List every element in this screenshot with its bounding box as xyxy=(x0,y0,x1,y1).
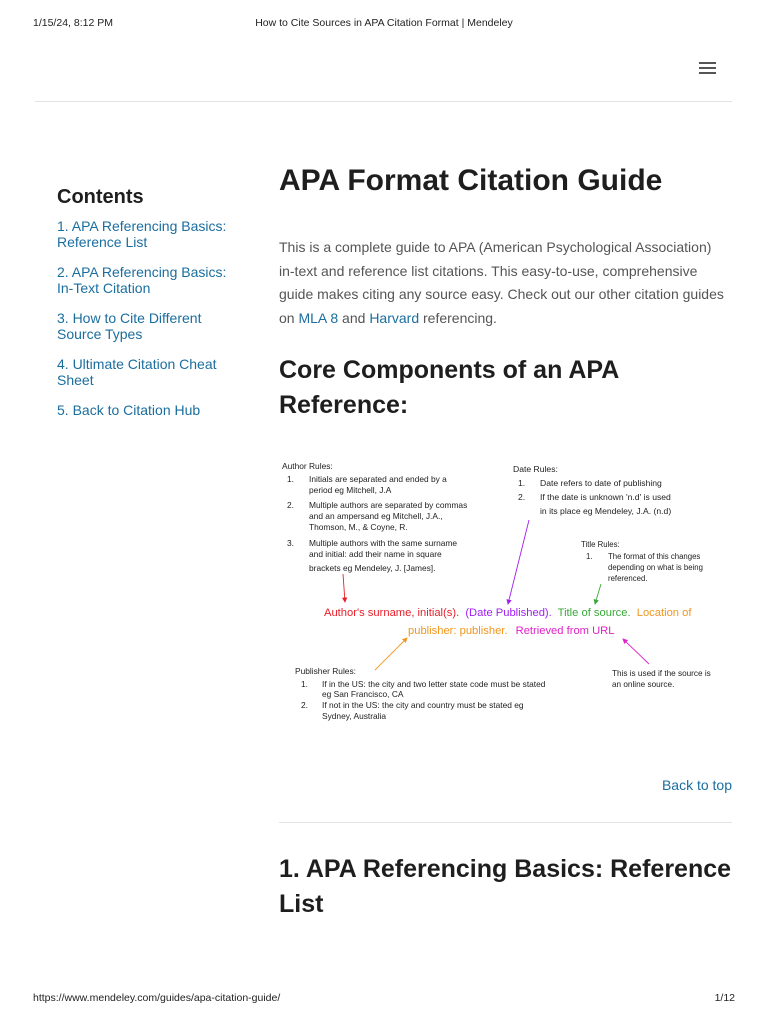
menu-icon[interactable] xyxy=(699,62,716,75)
ref-title: Title of source. xyxy=(557,607,631,619)
toc-link-cheat-sheet[interactable]: 4. Ultimate Citation Cheat Sheet xyxy=(57,356,217,388)
date-rule-line: Date refers to date of publishing xyxy=(540,478,662,488)
toc-link-reference-list[interactable]: 1. APA Referencing Basics: Reference List xyxy=(57,218,227,250)
mla-link[interactable]: MLA 8 xyxy=(298,309,339,326)
title-rules-title: Title Rules: xyxy=(581,540,620,549)
author-rule-line: Multiple authors with the same surname xyxy=(309,538,458,548)
date-rules xyxy=(513,464,671,516)
date-rule-number: 1. xyxy=(518,478,526,488)
section-divider xyxy=(279,822,732,823)
intro-and-text: and xyxy=(338,309,370,326)
toc-link-source-types[interactable]: 3. How to Cite Different Source Types xyxy=(57,310,202,342)
ref-url: Retrieved from URL xyxy=(515,625,615,637)
back-to-top-link[interactable]: Back to top xyxy=(661,777,732,793)
intro-paragraph xyxy=(279,236,729,330)
author-rule-line: and an ampersand eg Mitchell, J.A., xyxy=(309,511,443,521)
publisher-rule-number: 1. xyxy=(301,679,308,689)
intro-text: This is a complete guide to APA (American Psychological Association) in-text and reference list citations. This easy-to-use, comprehensive guide makes citing any source easy. Check out our other citation guides on xyxy=(279,239,724,326)
title-arrow xyxy=(595,584,601,604)
author-rule-number: 2. xyxy=(287,500,294,510)
title-rules xyxy=(581,540,703,583)
author-rule-line: Thomson, M., & Coyne, R. xyxy=(309,522,408,532)
author-rules-title: Author Rules: xyxy=(282,461,333,471)
ref-author: Author's surname, initial(s). xyxy=(324,607,460,619)
url-note xyxy=(612,669,711,689)
publisher-rule-line: eg San Francisco, CA xyxy=(322,689,404,699)
title-rule-number: 1. xyxy=(586,552,593,561)
print-page-number: 1/12 xyxy=(714,992,735,1004)
harvard-link[interactable]: Harvard xyxy=(369,309,420,326)
toc-heading: Contents xyxy=(57,186,144,208)
header-divider xyxy=(35,101,732,102)
url-note-line: This is used if the source is xyxy=(612,669,711,678)
ref-date: (Date Published). xyxy=(465,607,552,619)
publisher-rules-title: Publisher Rules: xyxy=(295,666,356,676)
author-arrow xyxy=(343,574,345,602)
apa-reference-diagram xyxy=(279,452,732,732)
publisher-rule-line: If not in the US: the city and country must be stated eg xyxy=(322,700,524,710)
url-arrow xyxy=(623,639,649,664)
print-doc-title: How to Cite Sources in APA Citation Format | Mendeley xyxy=(255,17,513,29)
publisher-rule-number: 2. xyxy=(301,700,308,710)
author-rule-line: Initials are separated and ended by a xyxy=(309,474,447,484)
author-rules xyxy=(282,461,467,573)
date-arrow xyxy=(508,520,529,604)
page-title: APA Format Citation Guide xyxy=(279,164,663,197)
publisher-rule-line: Sydney, Australia xyxy=(322,711,387,721)
intro-end-text: referencing. xyxy=(419,309,497,326)
svg-text:publisher: publisher. Re xyxy=(408,625,614,637)
author-rule-line: and initial: add their name in square xyxy=(309,549,442,559)
title-rule-line: The format of this changes xyxy=(608,552,701,561)
author-rule-line: brackets eg Mendeley, J. [James]. xyxy=(309,563,436,573)
author-rule-number: 3. xyxy=(287,538,294,548)
toc-link-in-text-citation[interactable]: 2. APA Referencing Basics: In-Text Citation xyxy=(57,264,227,296)
date-rule-line: in its place eg Mendeley, J.A. (n.d) xyxy=(540,506,672,516)
table-of-contents xyxy=(57,186,227,434)
author-rule-line: Multiple authors are separated by commas xyxy=(309,500,468,510)
toc-link-citation-hub[interactable]: 5. Back to Citation Hub xyxy=(57,402,201,418)
ref-location: Location of xyxy=(636,607,692,619)
publisher-rule-line: If in the US: the city and two letter state code must be stated xyxy=(322,679,546,689)
date-rules-title: Date Rules: xyxy=(513,464,558,474)
reference-list-heading: 1. APA Referencing Basics: Reference List xyxy=(279,855,732,918)
print-url: https://www.mendeley.com/guides/apa-citation-guide/ xyxy=(33,992,281,1004)
ref-publisher: publisher: publisher. xyxy=(408,625,508,637)
title-rule-line: depending on what is being xyxy=(608,563,703,572)
author-rule-line: period eg Mitchell, J.A xyxy=(309,485,392,495)
date-rule-number: 2. xyxy=(518,492,526,502)
svg-text:Author's surname, initial(s). xyxy=(324,607,692,619)
author-rule-number: 1. xyxy=(287,474,294,484)
publisher-rules xyxy=(295,666,546,721)
date-rule-line: If the date is unknown 'n.d' is used xyxy=(540,492,671,502)
print-datetime: 1/15/24, 8:12 PM xyxy=(33,17,113,29)
publisher-arrow xyxy=(375,638,407,670)
url-note-line: an online source. xyxy=(612,680,675,689)
core-components-heading: Core Components of an APA Reference: xyxy=(279,356,619,419)
title-rule-line: referenced. xyxy=(608,574,648,583)
reference-format xyxy=(324,607,692,637)
